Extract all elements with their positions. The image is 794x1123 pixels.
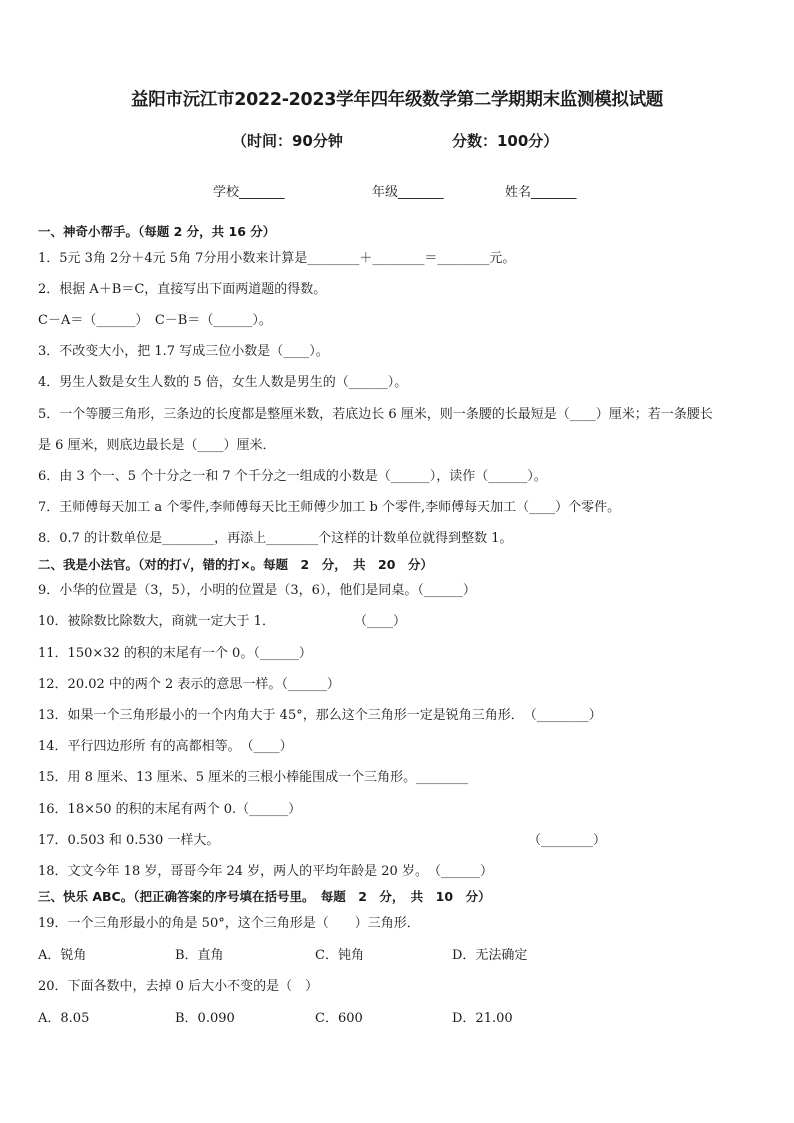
question-18: 18．文文今年 18 岁，哥哥今年 24 岁，两人的平均年龄是 20 岁。 （______） bbox=[38, 864, 493, 879]
question-10: 10．被除数比除数大，商就一定大于 1． bbox=[38, 614, 275, 629]
question-2: 2．根据 A＋B＝C，直接写出下面两道题的得数。 bbox=[38, 282, 327, 297]
name-field: 姓名_______ bbox=[505, 185, 577, 200]
question-20-option-d: D．21.00 bbox=[452, 1011, 513, 1026]
grade-field: 年级_______ bbox=[372, 185, 444, 200]
section-1-heading: 一、神奇小帮手。（每题 2 分，共 16 分） bbox=[38, 224, 276, 239]
question-1: 1．5元 3角 2分＋4元 5角 7分用小数来计算是________＋________＝________元。 bbox=[38, 251, 516, 266]
question-2-answers: C－A＝（______） C－B＝（______）。 bbox=[38, 313, 272, 328]
question-11: 11．150×32 的积的末尾有一个 0。（______） bbox=[38, 646, 312, 661]
question-14: 14．平行四边形所 有的高都相等。 （____） bbox=[38, 739, 293, 754]
question-19-option-c: C．钝角 bbox=[315, 948, 364, 963]
page-title: 益阳市沅江市2022-2023学年四年级数学第二学期期末监测模拟试题 bbox=[131, 90, 663, 110]
question-7: 7．王师傅每天加工 a 个零件,李师傅每天比王师傅少加工 b 个零件,李师傅每天加工（____）个零件。 bbox=[38, 500, 621, 515]
question-8: 8．0.7 的计数单位是________，再添上________个这样的计数单位就得到整数 1。 bbox=[38, 531, 513, 546]
section-2-heading: 二、我是小法官。（对的打√，错的打×。每题 2 分， 共 20 分） bbox=[38, 557, 433, 572]
question-19-option-d: D．无法确定 bbox=[452, 948, 528, 963]
section-3-heading: 三、快乐 ABC。（把正确答案的序号填在括号里。 每题 2 分， 共 10 分） bbox=[38, 889, 491, 904]
question-19-option-b: B．直角 bbox=[175, 948, 224, 963]
question-5-line-1: 5．一个等腰三角形，三条边的长度都是整厘米数，若底边长 6 厘米，则一条腰的长最短是（____）厘米；若一条腰长 bbox=[38, 407, 713, 422]
exam-score: 分数：100分） bbox=[452, 132, 559, 150]
question-15: 15．用 8 厘米、13 厘米、5 厘米的三根小棒能围成一个三角形。________ bbox=[38, 770, 469, 785]
question-12: 12．20.02 中的两个 2 表示的意思一样。（______） bbox=[38, 677, 340, 692]
question-5-line-2: 是 6 厘米，则底边最长是（____）厘米． bbox=[38, 438, 276, 453]
question-20-option-c: C．600 bbox=[315, 1011, 363, 1026]
question-9: 9．小华的位置是（3，5），小明的位置是（3，6），他们是同桌。（______） bbox=[38, 583, 476, 598]
question-17: 17．0.503 和 0.530 一样大。 bbox=[38, 833, 220, 848]
question-17-answer: （________） bbox=[528, 833, 607, 848]
question-6: 6．由 3 个一、5 个十分之一和 7 个千分之一组成的小数是（______），读作（______）。 bbox=[38, 469, 547, 484]
question-20: 20．下面各数中，去掉 0 后大小不变的是（ ） bbox=[38, 979, 319, 994]
question-20-option-b: B．0.090 bbox=[175, 1011, 235, 1026]
question-20-option-a: A．8.05 bbox=[38, 1011, 90, 1026]
school-field: 学校_______ bbox=[213, 185, 285, 200]
question-16: 16．18×50 的积的末尾有两个 0.（______） bbox=[38, 802, 302, 817]
question-19: 19．一个三角形最小的角是 50°，这个三角形是（ ）三角形． bbox=[38, 916, 420, 931]
exam-time: （时间：90分钟 bbox=[232, 132, 343, 150]
question-4: 4．男生人数是女生人数的 5 倍，女生人数是男生的（______）。 bbox=[38, 375, 408, 390]
question-3: 3．不改变大小，把 1.7 写成三位小数是（____）。 bbox=[38, 344, 329, 359]
question-19-option-a: A．锐角 bbox=[38, 948, 87, 963]
question-10-answer: （____） bbox=[354, 614, 407, 629]
question-13: 13．如果一个三角形最小的一个内角大于 45°，那么这个三角形一定是锐角三角形． （________） bbox=[38, 708, 602, 723]
